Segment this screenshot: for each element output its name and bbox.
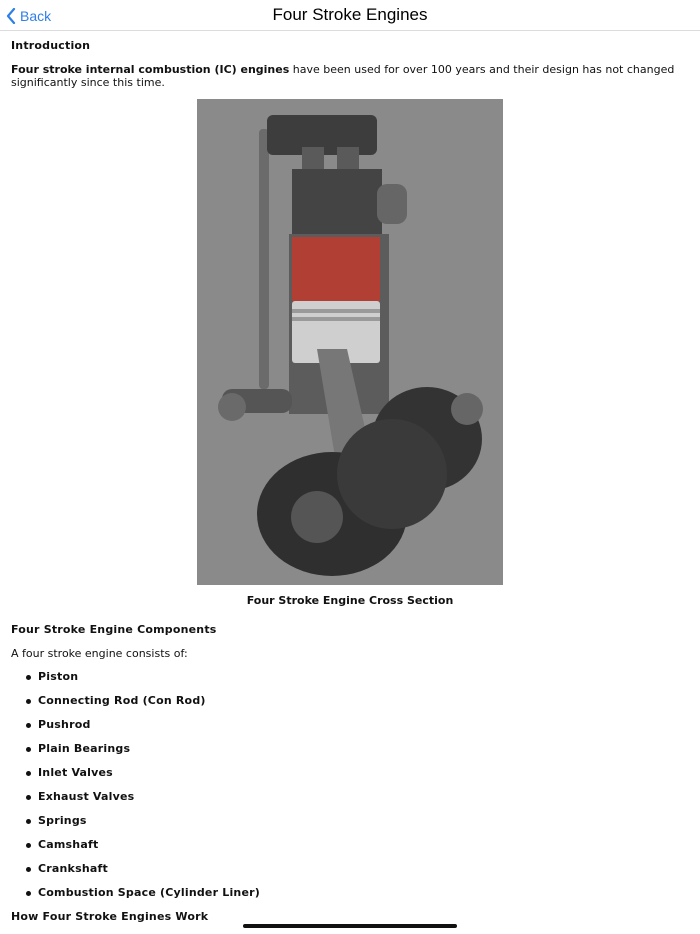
list-item: Piston: [11, 665, 260, 689]
introduction-heading: Introduction: [11, 39, 91, 52]
cylinder-head-shape: [292, 169, 382, 239]
figure-caption: Four Stroke Engine Cross Section: [246, 594, 454, 607]
camshaft-end-shape: [218, 393, 246, 421]
page-title: Four Stroke Engines: [272, 5, 428, 24]
list-item: Springs: [11, 809, 260, 833]
list-item: Inlet Valves: [11, 761, 260, 785]
list-item: Pushrod: [11, 713, 260, 737]
home-indicator[interactable]: [243, 924, 457, 928]
crankshaft-counterweight-shape: [337, 419, 447, 529]
introduction-bold-lead: Four stroke internal combustion (IC) engines: [11, 63, 290, 76]
engine-illustration: [197, 99, 503, 585]
crankshaft-journal-shape: [291, 491, 343, 543]
components-lead: A four stroke engine consists of:: [11, 647, 188, 660]
pushrod-shape: [259, 129, 269, 389]
introduction-paragraph: [11, 63, 686, 89]
list-item: Crankshaft: [11, 857, 260, 881]
components-heading: Four Stroke Engine Components: [11, 623, 217, 636]
how-it-works-heading: How Four Stroke Engines Work: [11, 910, 209, 923]
list-item: Combustion Space (Cylinder Liner): [11, 881, 260, 905]
list-item: Exhaust Valves: [11, 785, 260, 809]
engine-cross-section-image: [197, 99, 503, 585]
introduction-text: have been used for over 100 years and their design has not changed significantly since this time.: [11, 63, 675, 89]
list-item: Connecting Rod (Con Rod): [11, 689, 260, 713]
piston-ring-shape: [292, 309, 380, 313]
crankshaft-end-shape: [451, 393, 483, 425]
piston-ring-shape: [292, 317, 380, 321]
components-list: [11, 665, 260, 905]
combustion-chamber-shape: [292, 237, 380, 301]
navigation-bar: [0, 0, 700, 31]
exhaust-port-shape: [377, 184, 407, 224]
back-label: Back: [20, 8, 52, 24]
list-item: Plain Bearings: [11, 737, 260, 761]
list-item: Camshaft: [11, 833, 260, 857]
